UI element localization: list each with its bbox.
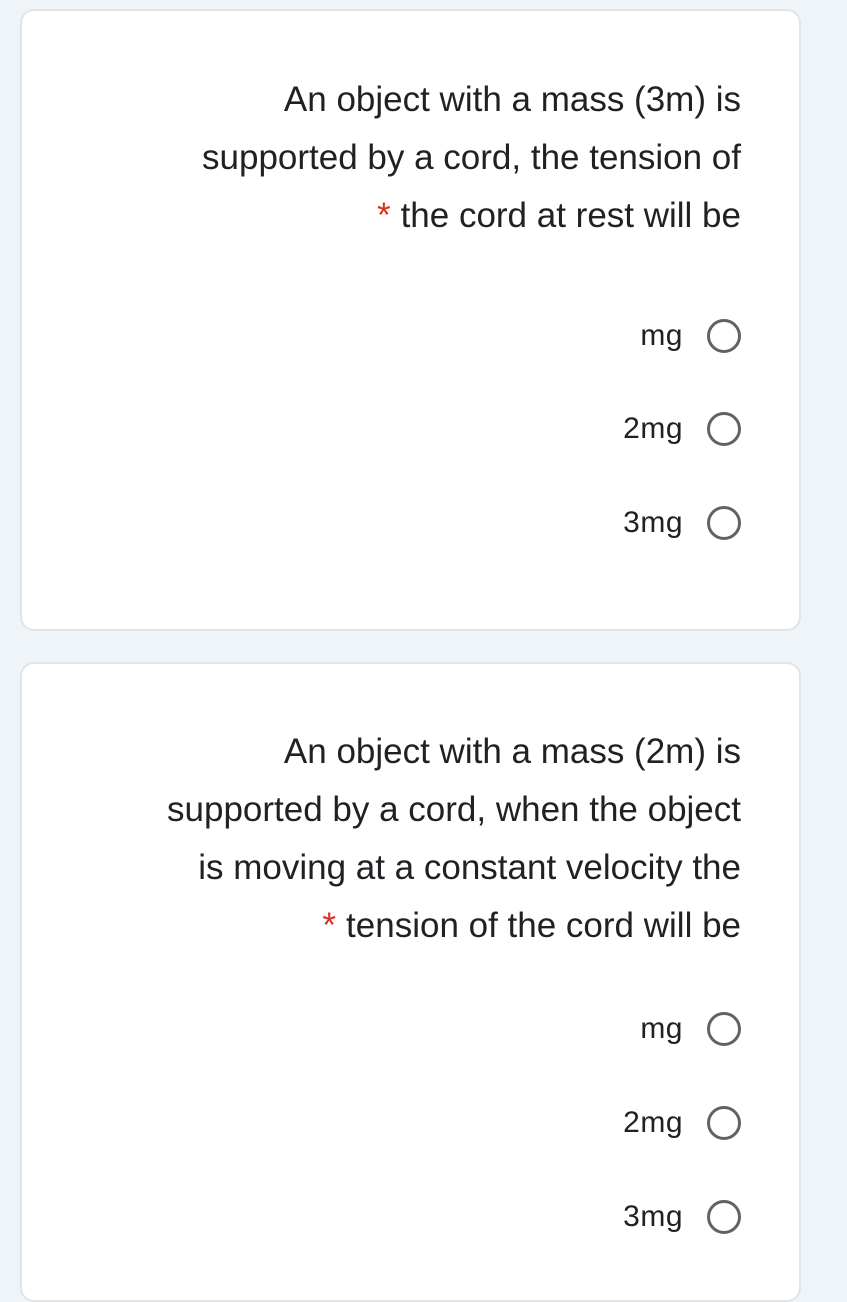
- question-line: An object with a mass (3m) is: [283, 80, 741, 119]
- option-label: mg: [640, 319, 683, 352]
- radio-button-unchecked-icon[interactable]: [707, 412, 741, 446]
- option-2mg[interactable]: [623, 407, 741, 451]
- question-line-text: the cord at rest will be: [400, 196, 741, 235]
- question-line-last: [81, 187, 741, 245]
- question-line: supported by a cord, when the object: [167, 790, 741, 829]
- option-3mg[interactable]: [623, 501, 741, 545]
- option-label: 3mg: [623, 506, 683, 539]
- option-label: 3mg: [623, 1200, 683, 1233]
- question-text: [41, 723, 741, 955]
- option-label: mg: [640, 1012, 683, 1045]
- option-mg[interactable]: [640, 1007, 741, 1051]
- required-asterisk: *: [376, 196, 391, 235]
- radio-button-unchecked-icon[interactable]: [707, 506, 741, 540]
- question-card-2: [20, 662, 801, 1302]
- option-2mg[interactable]: [623, 1101, 741, 1145]
- question-line: is moving at a constant velocity the: [198, 848, 741, 887]
- question-line: supported by a cord, the tension of: [202, 138, 741, 177]
- option-label: 2mg: [623, 1106, 683, 1139]
- radio-button-unchecked-icon[interactable]: [707, 319, 741, 353]
- option-mg[interactable]: [640, 314, 741, 358]
- option-3mg[interactable]: [623, 1195, 741, 1239]
- radio-button-unchecked-icon[interactable]: [707, 1200, 741, 1234]
- option-label: 2mg: [623, 412, 683, 445]
- question-text: [81, 71, 741, 245]
- radio-button-unchecked-icon[interactable]: [707, 1012, 741, 1046]
- question-line-text: tension of the cord will be: [346, 906, 741, 945]
- question-card-1: [20, 9, 801, 631]
- question-line-last: [41, 897, 741, 955]
- question-line: An object with a mass (2m) is: [283, 732, 741, 771]
- radio-button-unchecked-icon[interactable]: [707, 1106, 741, 1140]
- required-asterisk: *: [322, 906, 337, 945]
